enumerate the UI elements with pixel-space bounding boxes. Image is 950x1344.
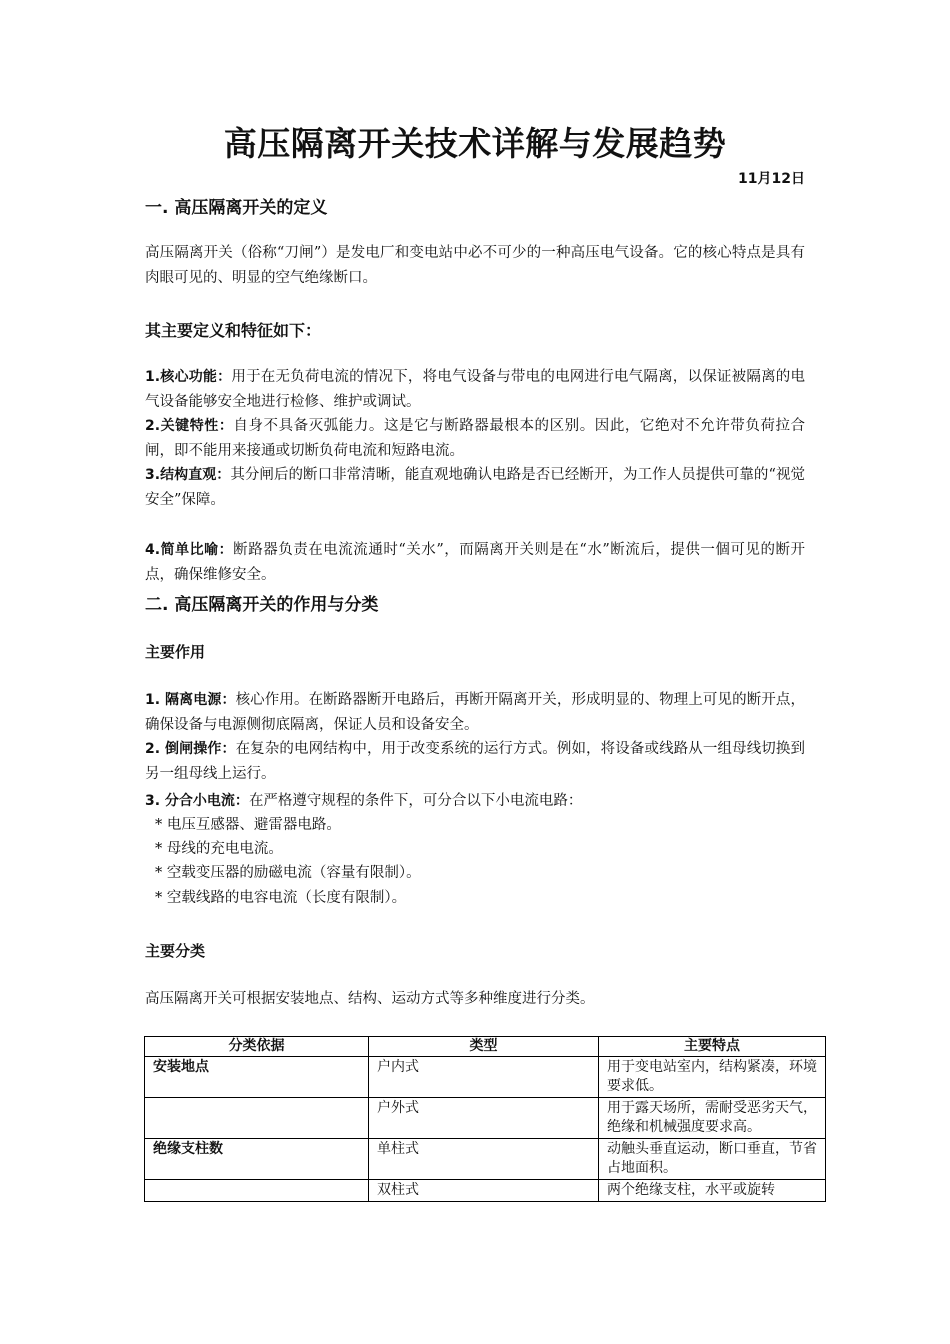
bullet-item: * 母线的充电电流。 [155,841,283,857]
classification-table [144,1036,826,1202]
item-text: 自身不具备灭弧能力。这是它与断路器最根本的区别。因此，它绝对不允许带负荷拉合闸，即不能用来接通或切断负荷电流和短路电流。 [145,418,806,459]
table-cell: 户内式 [369,1057,599,1098]
table-cell: 双柱式 [369,1180,599,1202]
table-row [145,1139,826,1180]
table-cell: 户外式 [369,1098,599,1139]
bullet-item: * 电压互感器、避雷器电路。 [155,817,341,833]
item-text: 断路器负责在电流流通时“关水”，而隔离开关则是在“水”断流后，提供一個可见的断开点，确保维修安全。 [145,542,805,583]
definition-item-4 [145,538,805,588]
table-row [145,1098,826,1139]
item-text: 在严格遵守规程的条件下，可分合以下小电流电路： [248,793,583,809]
table-header: 主要特点 [599,1037,826,1057]
table-cell: 单柱式 [369,1139,599,1180]
definition-item-3 [145,463,805,513]
section2-sub-classification: 主要分类 [145,942,206,960]
function-item-2 [145,737,805,787]
table-cell: 绝缘支柱数 [145,1139,369,1180]
bullet-item: * 空载变压器的励磁电流（容量有限制）。 [155,865,421,881]
item-text: 在复杂的电网结构中，用于改变系统的运行方式。例如，将设备或线路从一组母线切换到另一组母线上运行。 [145,741,805,782]
classification-intro: 高压隔离开关可根据安装地点、结构、运动方式等多种维度进行分类。 [145,991,595,1007]
document-title: 高压隔离开关技术详解与发展趋势 [223,124,727,163]
item-label: 3.结构直观： [145,467,231,483]
table-header: 分类依据 [145,1037,369,1057]
table-cell: 用于变电站室内，结构紧凑，环境要求低。 [599,1057,826,1098]
table-cell [145,1180,369,1202]
definition-item-1 [145,365,805,415]
table-row [145,1057,826,1098]
item-label: 1.核心功能： [145,369,232,385]
bullet-item: * 空载线路的电容电流（长度有限制）。 [155,890,407,906]
section1-heading: 一. 高压隔离开关的定义 [145,198,328,218]
table-cell: 两个绝缘支柱，水平或旋转 [599,1180,826,1202]
section2-heading: 二. 高压隔离开关的作用与分类 [145,595,379,615]
section2-sub-functions: 主要作用 [145,643,206,661]
item-label: 2. 倒闸操作： [145,741,236,757]
table-header-row [145,1037,826,1057]
definition-item-2 [145,414,805,464]
table-cell: 安装地点 [145,1057,369,1098]
item-label: 4.简单比喻： [145,542,234,558]
table-cell: 用于露天场所，需耐受恶劣天气，绝缘和机械强度要求高。 [599,1098,826,1139]
table-row [145,1180,826,1202]
section1-subheading: 其主要定义和特征如下： [145,321,322,340]
item-text: 用于在无负荷电流的情况下，将电气设备与带电的电网进行电气隔离，以保证被隔离的电气设备能够安全地进行检修、维护或调试。 [145,369,806,410]
section1-intro: 高压隔离开关（俗称“刀闸”）是发电厂和变电站中必不可少的一种高压电气设备。它的核心特点是具有肉眼可见的、明显的空气绝缘断口。 [145,245,805,286]
item-text: 其分闸后的断口非常清晰，能直观地确认电路是否已经断开，为工作人员提供可靠的“视觉安全”保障。 [145,467,805,508]
item-text: 核心作用。在断路器断开电路后，再断开隔离开关，形成明显的、物理上可见的断开点，确保设备与电源侧彻底隔离，保证人员和设备安全。 [145,692,805,733]
function-item-3 [145,789,805,814]
document-date: 11月12日 [738,171,805,187]
item-label: 2.关键特性： [145,418,234,434]
table-cell [145,1098,369,1139]
item-label: 1. 隔离电源： [145,692,236,708]
table-cell: 动触头垂直运动，断口垂直，节省占地面积。 [599,1139,826,1180]
function-item-1 [145,688,805,738]
item-label: 3. 分合小电流： [145,793,249,809]
table-header: 类型 [369,1037,599,1057]
